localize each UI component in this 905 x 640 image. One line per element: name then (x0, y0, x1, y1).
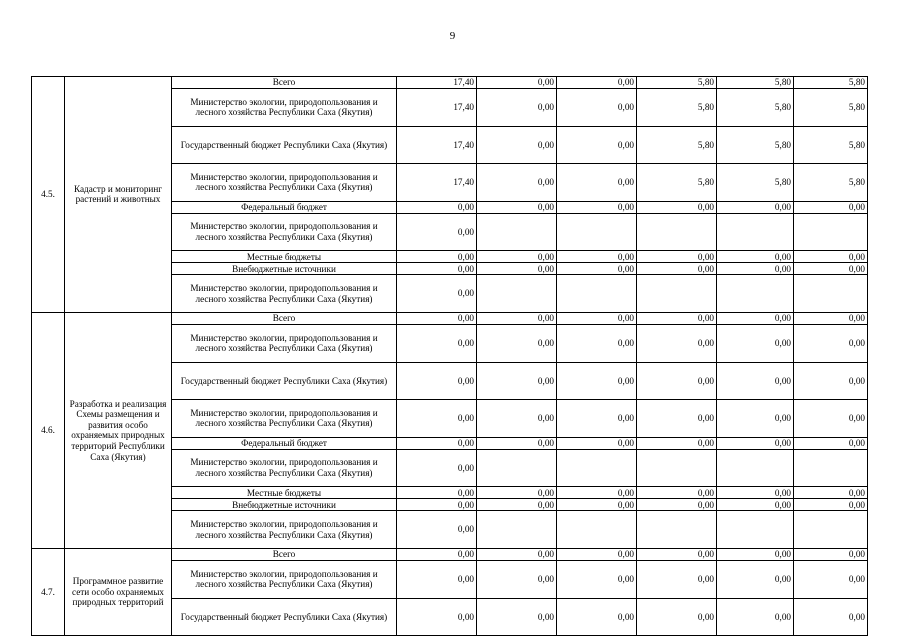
amount-cell: 0,00 (557, 164, 637, 202)
amount-cell: 5,80 (717, 77, 794, 89)
amount-cell (477, 213, 557, 251)
amount-cell: 0,00 (477, 89, 557, 127)
amount-cell: 0,00 (717, 548, 794, 560)
amount-cell: 0,00 (397, 598, 477, 636)
amount-cell (717, 511, 794, 549)
amount-cell: 0,00 (397, 548, 477, 560)
table-body (32, 77, 868, 636)
amount-cell: 0,00 (397, 201, 477, 213)
amount-cell: 0,00 (717, 251, 794, 263)
amount-cell: 0,00 (557, 499, 637, 511)
amount-cell (557, 511, 637, 549)
amount-cell (477, 275, 557, 313)
amount-cell: 5,80 (637, 126, 717, 164)
amount-cell: 0,00 (557, 312, 637, 324)
funding-source: Федеральный бюджет (172, 201, 397, 213)
amount-cell: 5,80 (717, 126, 794, 164)
item-name: Кадастр и мониторинг растений и животных (65, 77, 172, 313)
amount-cell: 0,00 (794, 251, 868, 263)
table-row (32, 77, 868, 89)
amount-cell: 0,00 (637, 251, 717, 263)
amount-cell: 0,00 (477, 126, 557, 164)
amount-cell: 0,00 (557, 126, 637, 164)
amount-cell: 0,00 (557, 598, 637, 636)
amount-cell: 0,00 (637, 598, 717, 636)
amount-cell: 0,00 (794, 499, 868, 511)
amount-cell: 0,00 (794, 437, 868, 449)
amount-cell: 0,00 (397, 511, 477, 549)
funding-source: Федеральный бюджет (172, 437, 397, 449)
funding-source: Министерство экологии, природопользования и лесного хозяйства Республики Саха (Якутия) (172, 164, 397, 202)
amount-cell: 0,00 (557, 89, 637, 127)
amount-cell: 0,00 (717, 263, 794, 275)
amount-cell: 0,00 (794, 324, 868, 362)
amount-cell: 0,00 (637, 263, 717, 275)
amount-cell: 0,00 (557, 362, 637, 400)
funding-source: Государственный бюджет Республики Саха (Якутия) (172, 598, 397, 636)
amount-cell: 5,80 (637, 164, 717, 202)
amount-cell: 5,80 (717, 89, 794, 127)
amount-cell: 0,00 (557, 548, 637, 560)
amount-cell: 0,00 (477, 598, 557, 636)
amount-cell (477, 511, 557, 549)
amount-cell: 0,00 (557, 324, 637, 362)
amount-cell: 5,80 (794, 164, 868, 202)
item-code: 4.5. (32, 77, 65, 313)
item-name: Разработка и реализация Схемы размещения и развития особо охраняемых природных территорий Республики Саха (Якутия) (65, 312, 172, 548)
amount-cell: 0,00 (477, 324, 557, 362)
amount-cell: 0,00 (794, 312, 868, 324)
amount-cell: 0,00 (557, 487, 637, 499)
amount-cell (477, 449, 557, 487)
amount-cell: 17,40 (397, 77, 477, 89)
amount-cell: 0,00 (557, 201, 637, 213)
amount-cell: 0,00 (637, 324, 717, 362)
table-row (32, 312, 868, 324)
amount-cell: 0,00 (717, 598, 794, 636)
amount-cell: 0,00 (794, 400, 868, 438)
amount-cell (637, 213, 717, 251)
amount-cell: 0,00 (477, 312, 557, 324)
amount-cell (794, 213, 868, 251)
amount-cell: 5,80 (794, 89, 868, 127)
funding-source: Министерство экологии, природопользования и лесного хозяйства Республики Саха (Якутия) (172, 324, 397, 362)
amount-cell: 0,00 (637, 560, 717, 598)
amount-cell: 0,00 (557, 560, 637, 598)
funding-source: Государственный бюджет Республики Саха (Якутия) (172, 362, 397, 400)
amount-cell: 0,00 (477, 201, 557, 213)
amount-cell: 0,00 (477, 487, 557, 499)
amount-cell: 17,40 (397, 164, 477, 202)
amount-cell: 0,00 (794, 598, 868, 636)
funding-source: Министерство экологии, природопользования и лесного хозяйства Республики Саха (Якутия) (172, 213, 397, 251)
amount-cell (717, 213, 794, 251)
amount-cell: 0,00 (717, 201, 794, 213)
amount-cell (637, 449, 717, 487)
amount-cell: 0,00 (477, 77, 557, 89)
table-row (32, 548, 868, 560)
funding-source: Всего (172, 548, 397, 560)
amount-cell: 0,00 (397, 251, 477, 263)
amount-cell: 0,00 (477, 164, 557, 202)
funding-source: Министерство экологии, природопользования и лесного хозяйства Республики Саха (Якутия) (172, 275, 397, 313)
amount-cell: 0,00 (794, 560, 868, 598)
amount-cell: 0,00 (397, 213, 477, 251)
amount-cell: 5,80 (794, 126, 868, 164)
amount-cell: 0,00 (637, 312, 717, 324)
amount-cell: 0,00 (557, 263, 637, 275)
amount-cell: 0,00 (794, 201, 868, 213)
amount-cell: 0,00 (557, 400, 637, 438)
amount-cell: 0,00 (637, 400, 717, 438)
amount-cell: 0,00 (557, 437, 637, 449)
amount-cell: 0,00 (397, 275, 477, 313)
amount-cell: 0,00 (477, 251, 557, 263)
amount-cell: 0,00 (397, 449, 477, 487)
funding-source: Внебюджетные источники (172, 499, 397, 511)
amount-cell: 0,00 (477, 400, 557, 438)
funding-source: Министерство экологии, природопользования и лесного хозяйства Республики Саха (Якутия) (172, 89, 397, 127)
amount-cell: 0,00 (637, 362, 717, 400)
amount-cell: 0,00 (477, 263, 557, 275)
amount-cell: 0,00 (717, 362, 794, 400)
amount-cell: 0,00 (717, 560, 794, 598)
amount-cell (557, 213, 637, 251)
item-code: 4.7. (32, 548, 65, 635)
budget-table (31, 76, 868, 636)
amount-cell: 0,00 (794, 548, 868, 560)
amount-cell: 0,00 (477, 560, 557, 598)
amount-cell: 0,00 (717, 400, 794, 438)
amount-cell (717, 449, 794, 487)
amount-cell: 0,00 (794, 487, 868, 499)
amount-cell (794, 511, 868, 549)
amount-cell: 0,00 (637, 487, 717, 499)
amount-cell: 0,00 (397, 487, 477, 499)
amount-cell: 0,00 (637, 499, 717, 511)
amount-cell: 0,00 (717, 324, 794, 362)
amount-cell: 0,00 (557, 77, 637, 89)
amount-cell: 5,80 (717, 164, 794, 202)
funding-source: Министерство экологии, природопользования и лесного хозяйства Республики Саха (Якутия) (172, 560, 397, 598)
funding-source: Местные бюджеты (172, 251, 397, 263)
amount-cell: 0,00 (477, 437, 557, 449)
amount-cell: 0,00 (477, 499, 557, 511)
amount-cell: 0,00 (477, 548, 557, 560)
funding-source: Министерство экологии, природопользования и лесного хозяйства Республики Саха (Якутия) (172, 511, 397, 549)
amount-cell: 0,00 (397, 263, 477, 275)
amount-cell: 0,00 (397, 312, 477, 324)
amount-cell (717, 275, 794, 313)
amount-cell: 0,00 (717, 437, 794, 449)
funding-source: Министерство экологии, природопользования и лесного хозяйства Республики Саха (Якутия) (172, 449, 397, 487)
amount-cell (794, 449, 868, 487)
amount-cell: 0,00 (557, 251, 637, 263)
amount-cell: 5,80 (637, 77, 717, 89)
amount-cell (557, 449, 637, 487)
funding-source: Местные бюджеты (172, 487, 397, 499)
funding-source: Всего (172, 77, 397, 89)
amount-cell: 17,40 (397, 89, 477, 127)
amount-cell: 0,00 (397, 560, 477, 598)
amount-cell: 0,00 (717, 312, 794, 324)
amount-cell: 0,00 (794, 362, 868, 400)
amount-cell: 0,00 (477, 362, 557, 400)
amount-cell: 17,40 (397, 126, 477, 164)
amount-cell: 0,00 (397, 324, 477, 362)
amount-cell (794, 275, 868, 313)
amount-cell: 0,00 (717, 487, 794, 499)
item-name: Программное развитие сети особо охраняемых природных территорий (65, 548, 172, 635)
amount-cell: 0,00 (637, 201, 717, 213)
item-code: 4.6. (32, 312, 65, 548)
amount-cell (637, 275, 717, 313)
amount-cell: 0,00 (397, 362, 477, 400)
amount-cell (637, 511, 717, 549)
amount-cell (557, 275, 637, 313)
funding-source: Министерство экологии, природопользования и лесного хозяйства Республики Саха (Якутия) (172, 400, 397, 438)
amount-cell: 0,00 (637, 437, 717, 449)
funding-source: Всего (172, 312, 397, 324)
amount-cell: 0,00 (794, 263, 868, 275)
page-number: 9 (449, 30, 456, 42)
amount-cell: 5,80 (794, 77, 868, 89)
amount-cell: 0,00 (717, 499, 794, 511)
amount-cell: 0,00 (397, 437, 477, 449)
amount-cell: 0,00 (397, 499, 477, 511)
amount-cell: 0,00 (397, 400, 477, 438)
funding-source: Внебюджетные источники (172, 263, 397, 275)
funding-source: Государственный бюджет Республики Саха (Якутия) (172, 126, 397, 164)
amount-cell: 0,00 (637, 548, 717, 560)
amount-cell: 5,80 (637, 89, 717, 127)
